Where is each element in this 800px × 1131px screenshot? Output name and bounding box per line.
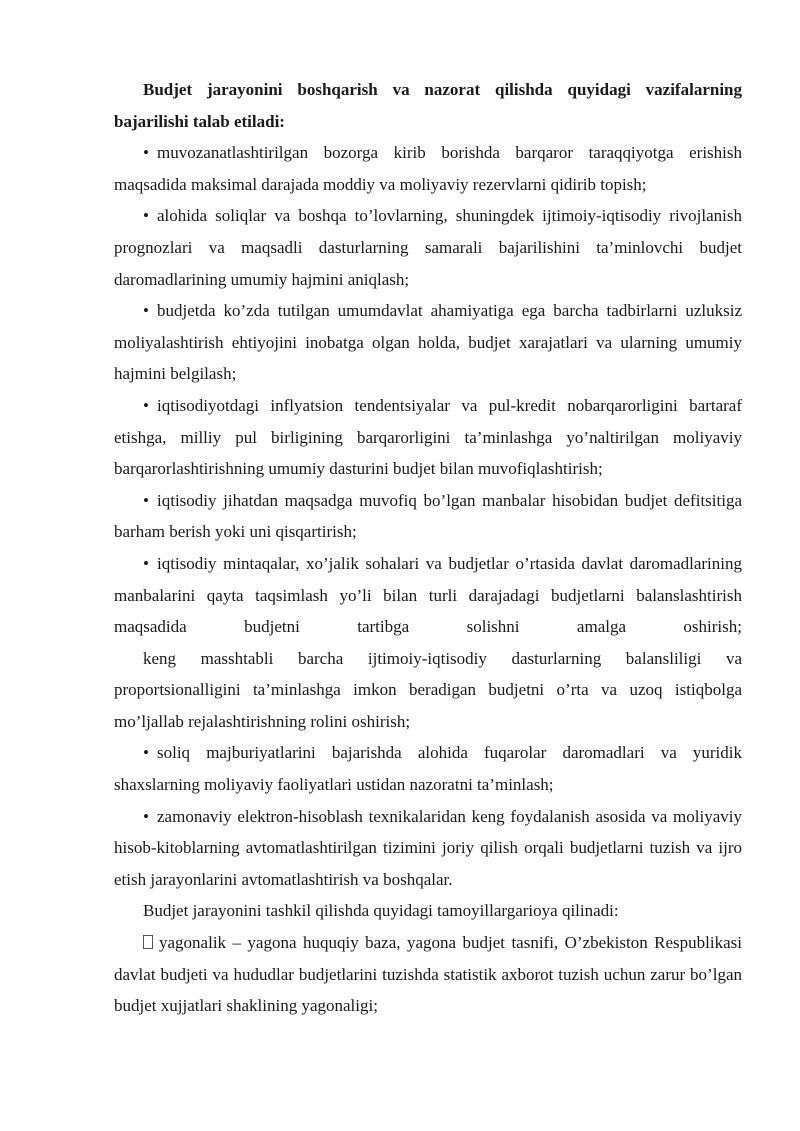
list-item-text: iqtisodiy mintaqalar, xo’jalik sohalari va budjetlar o’rtasida davlat daromadlarining manbalarini qayta taqsimlash yo’li bilan turli darajadagi budjetlarni balanslashtirish maqsadida budjetni tartibga solishni amalga oshirish; <box>114 553 742 637</box>
bullet-icon: • <box>143 395 149 415</box>
list-item <box>114 485 742 548</box>
list-item <box>114 801 742 896</box>
list-item-text: budjetda ko’zda tutilgan umumdavlat ahamiyatiga ega barcha tadbirlarni uzluksiz moliyalashtirish ehtiyojini inobatga olgan holda, budjet xarajatlari va ularning umumiy hajmini belgilash; <box>114 301 742 384</box>
list-item-text: iqtisodiyotdagi inflyatsion tendentsiyalar va pul-kredit nobarqarorligini bartaraf etishga, milliy pul birligining barqarorligini ta’minlashga yo’naltirilgan moliyaviy barqarorlashtirishning umumiy dasturini budjet bilan muvofiqlashtirish; <box>114 395 742 479</box>
principles-intro: Budjet jarayonini tashkil qilishda quyidagi tamoyillargarioya qilinadi: <box>143 901 619 921</box>
list-item <box>114 295 742 390</box>
list-item <box>114 137 742 200</box>
bullet-icon: • <box>143 806 149 826</box>
list-item <box>114 200 742 295</box>
list-item <box>114 390 742 485</box>
bullet-icon: • <box>143 553 149 573</box>
bullet-icon: • <box>143 743 149 763</box>
document-page <box>114 74 742 1022</box>
list-item-text: soliq majburiyatlarini bajarishda alohida fuqarolar daromadlari va yuridik shaxslarning moliyaviy faoliyatlari ustidan nazoratni ta’minlash; <box>114 743 742 795</box>
list-item <box>114 737 742 800</box>
section-heading: Budjet jarayonini boshqarish va nazorat qilishda quyidagi vazifalarning bajarilishi talab etiladi: <box>114 80 742 131</box>
list-item-text: iqtisodiy jihatdan maqsadga muvofiq bo’lgan manbalar hisobidan budjet defitsitiga barham berish yoki uni qisqartirish; <box>114 490 742 542</box>
principle-text: yagonalik – yagona huquqiy baza, yagona budjet tasnifi, O’zbekiston Respublikasi davlat budjeti va hududlar budjetlarini tuzishda statistik axborot tuzish uchun zarur bo’lgan budjet xujjatlari shaklining yagonaligi; <box>114 933 742 1016</box>
list-item-text: alohida soliqlar va boshqa to’lovlarning, shuningdek ijtimoiy-iqtisodiy rivojlanish prognozlari va maqsadli dasturlarning samarali bajarilishini ta’minlovchi budjet daromadlarining umumiy hajmini aniqlash; <box>114 206 742 289</box>
list-item <box>114 548 742 643</box>
bullet-icon: • <box>143 301 149 321</box>
bullet-icon: • <box>143 490 149 510</box>
list-item-plain: keng masshtabli barcha ijtimoiy-iqtisodiy dasturlarning balansliligi va proportsionalligini ta’minlashga imkon beradigan budjetni o’rta va uzoq istiqbolga mo’ljallab rejalashtirishning rolini oshirish; <box>114 648 742 731</box>
principle-item <box>114 927 742 1022</box>
bullet-icon: • <box>143 143 149 163</box>
list-item-text: zamonaviy elektron-hisoblash texnikalaridan keng foydalanish asosida va moliyaviy hisob-kitoblarning avtomatlashtirilgan tizimini joriy qilish orqali budjetlarni tuzish va ijro etish jarayonlarini avtomatlashtirish va boshqalar. <box>114 806 742 889</box>
bullet-icon: • <box>143 206 149 226</box>
checkbox-glyph-icon <box>143 935 153 949</box>
list-item-text: muvozanatlashtirilgan bozorga kirib borishda barqaror taraqqiyotga erishish maqsadida maksimal darajada moddiy va moliyaviy rezervlarni qidirib topish; <box>114 143 742 194</box>
